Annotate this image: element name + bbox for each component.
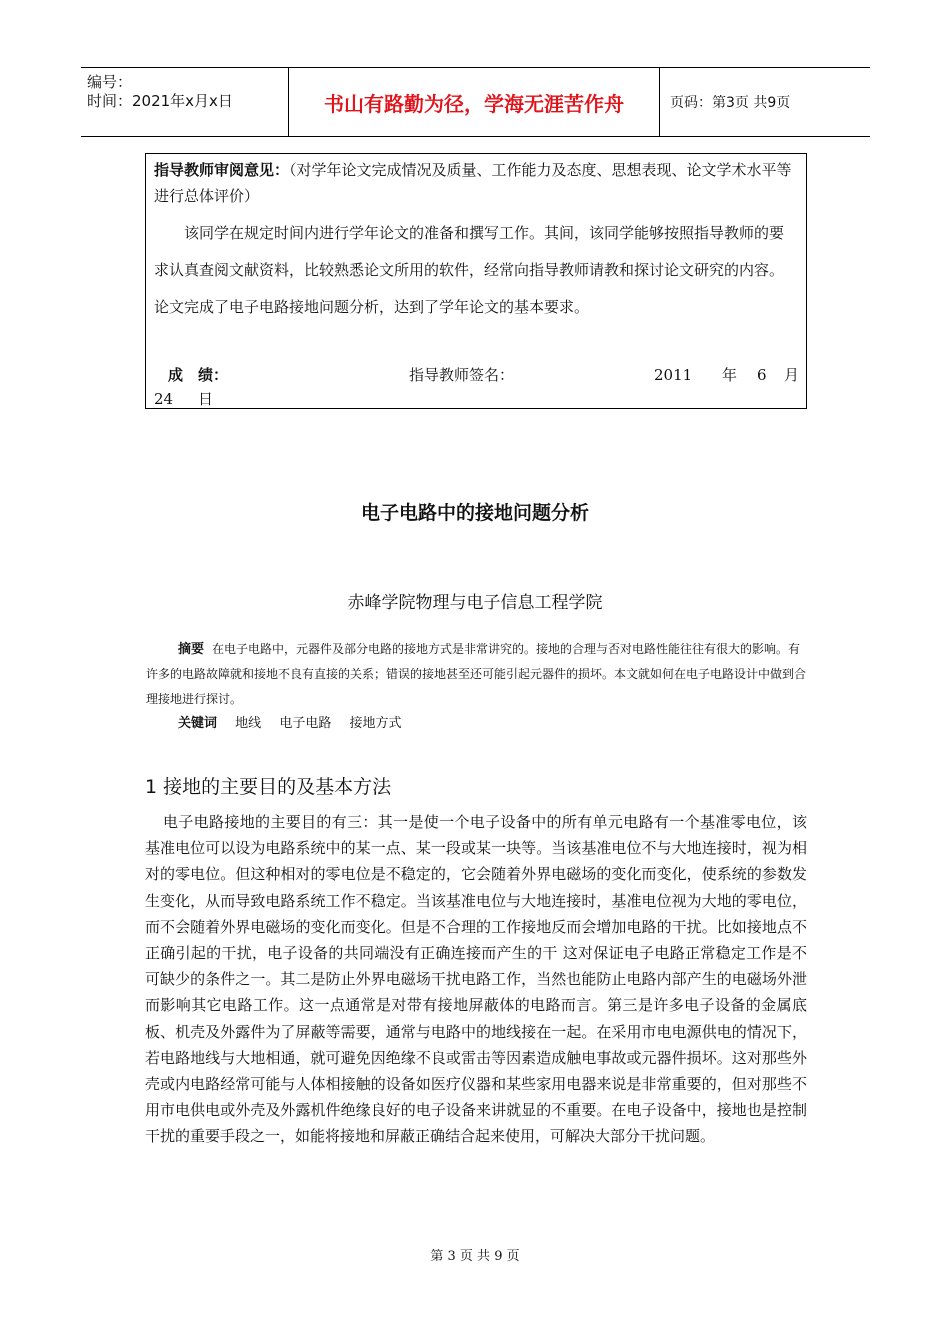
sign-month: 6 <box>757 366 767 384</box>
sign-year: 2011 <box>654 366 693 384</box>
header-motto: 书山有路勤为径，学海无涯苦作舟 <box>289 68 660 136</box>
keyword: 地线 <box>235 716 262 731</box>
number-label: 编号： <box>87 73 133 91</box>
paper-title: 电子电路中的接地问题分析 <box>360 502 589 524</box>
sign-day: 24 <box>154 390 174 408</box>
abstract-label: 摘要 <box>178 642 205 657</box>
page-footer: 第 3 页 共 9 页 <box>430 1249 520 1264</box>
abstract-text: 在电子电路中，元器件及部分电路的接地方式是非常讲究的。接地的合理与否对电路性能往往有很大的影响。有许多的电路故障就和接地不良有直接的关系；错误的接地甚至还可能引起元器件的损坏。本文就如何在电子电路设计中做到合理接地进行探讨。 <box>146 642 807 706</box>
header-meta <box>81 68 289 136</box>
section-body: 电子电路接地的主要目的有三：其一是使一个电子设备中的所有单元电路有一个基准零电位，该基准电位可以设为电路系统中的某一点、某一段或某一块等。当该基准电位不与大地连接时，视为相对的零电位。但这种相对的零电位是不稳定的，它会随着外界电磁场的变化而变化，使系统的参数发生变化，从而导致电路系统工作不稳定。当该基准电位与大地连接时，基准电位视为大地的零电位，而不会随着外界电磁场的变化而变化。但是不合理的工作接地反而会增加电路的干扰。比如接地点不正确引起的干扰，电子设备的共同端没有正确连接而产生的干 这对保证电子电路正常稳定工作是不可缺少的条件之一。其二是防止外界电磁场干扰电路工作，当然也能防止电路内部产生的电磁场外泄而影响其它电路工作。这一点通常是对带有接地屏蔽体的电路而言。第三是许多电子设备的金属底板、机壳及外露件为了屏蔽等需要，通常与电路中的地线接在一起。在采用市电电源供电的情况下，若电路地线与大地相通，就可避免因绝缘不良或雷击等因素造成触电事故或元器件损坏。这对那些外壳或内电路经常可能与人体相接触的设备如医疗仪器和某些家用电器来说是非常重要的，但对那些不用市电供电或外壳及外露机件绝缘良好的电子设备来讲就显的不重要。在电子设备中，接地也是控制干扰的重要手段之一，如能将接地和屏蔽正确结合起来使用，可解决大部分干扰问题。 <box>145 813 807 1146</box>
time-label: 时间：2021年x月x日 <box>87 92 233 110</box>
keywords <box>178 712 415 731</box>
sign-day-unit: 日 <box>198 390 214 408</box>
keyword: 电子电路 <box>279 716 332 731</box>
review-heading-label: 指导教师审阅意见： <box>154 161 290 179</box>
section-heading: 1 接地的主要目的及基本方法 <box>145 776 392 798</box>
signature-label: 指导教师签名： <box>409 366 515 384</box>
abstract <box>146 637 806 712</box>
review-heading <box>154 157 798 209</box>
review-body: 该同学在规定时间内进行学年论文的准备和撰写工作。其间，该同学能够按照指导教师的要求认真查阅文献资料，比较熟悉论文所用的软件，经常向指导教师请教和探讨论文研究的内容。论文完成了电子电路接地问题分析，达到了学年论文的基本要求。 <box>154 224 785 316</box>
review-box <box>145 153 807 409</box>
header-table <box>81 67 870 137</box>
paper-institution: 赤峰学院物理与电子信息工程学院 <box>347 593 603 613</box>
keywords-label: 关键词 <box>178 716 218 731</box>
sign-year-unit: 年 <box>722 366 738 384</box>
sign-month-unit: 月 <box>784 366 800 384</box>
header-page-label: 页码：第3页 共9页 <box>670 95 791 111</box>
review-heading-note: （对学年论文完成情况及质量、工作能力及态度、思想表现、论文学术水平等进行总体评价） <box>154 161 792 205</box>
keyword: 接地方式 <box>349 716 402 731</box>
grade-label: 成 绩： <box>168 366 229 384</box>
